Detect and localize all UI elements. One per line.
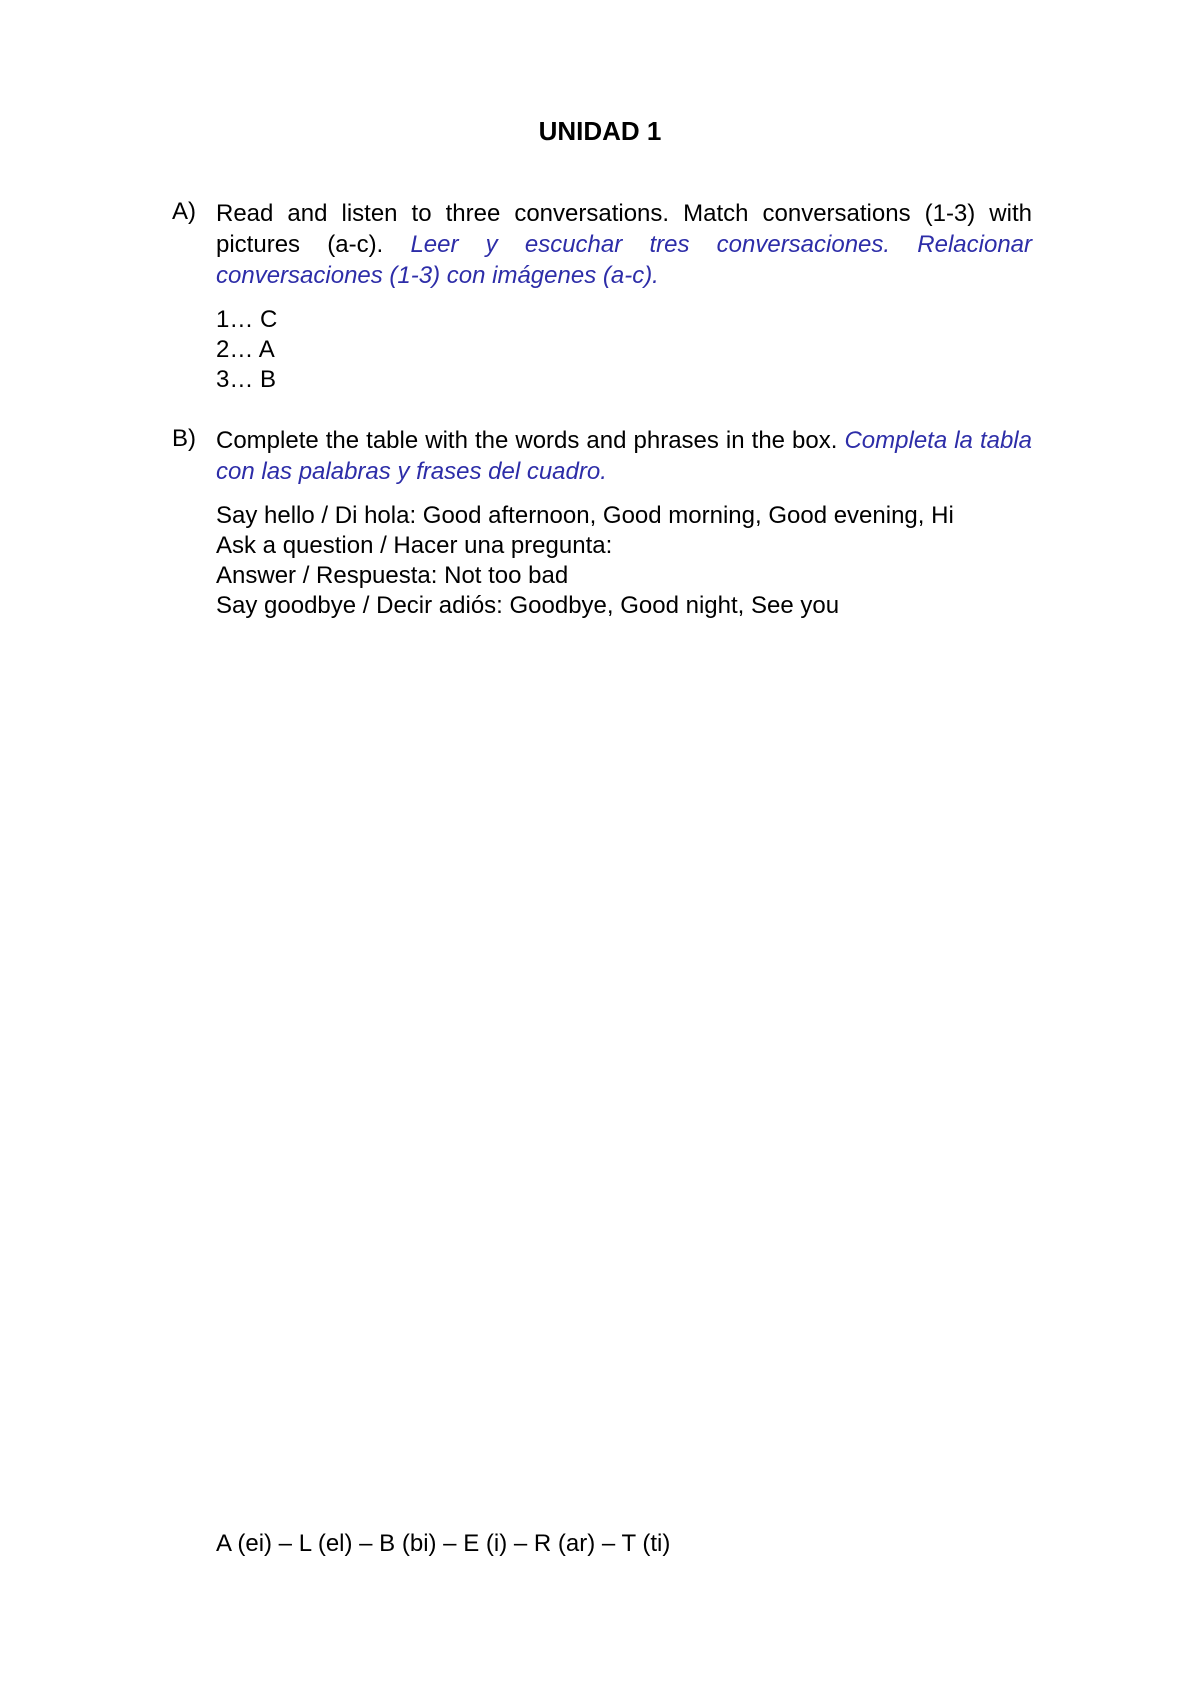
vocab-line: Answer / Respuesta: Not too bad xyxy=(216,562,569,589)
section-b-instruction-en: Complete the table with the words and phrases in the box. xyxy=(216,427,838,454)
vocab-line: Say hello / Di hola: Good afternoon, Good morning, Good evening, Hi xyxy=(216,502,954,529)
section-b-vocab-list xyxy=(216,501,1032,621)
section-a-instruction xyxy=(216,198,1032,291)
section-a-instruction-en: Read and listen to three conversations. Match conversations (1-3) with pictures (a-c). xyxy=(216,200,1032,258)
vocab-line: Say goodbye / Decir adiós: Goodbye, Good night, See you xyxy=(216,592,840,619)
section-a-marker: A) xyxy=(172,198,196,225)
page-title: UNIDAD 1 xyxy=(538,116,662,146)
section-b-instruction xyxy=(216,425,1032,487)
section-a xyxy=(172,198,1032,395)
answer-item: 1… C xyxy=(216,306,278,333)
section-b-body xyxy=(216,425,1032,621)
section-a-instruction-es: Leer y escuchar tres conversaciones. Relacionar conversaciones (1-3) con imágenes (a-c). xyxy=(216,231,1033,289)
vocab-line: Ask a question / Hacer una pregunta: xyxy=(216,532,613,559)
answer-item: 3… B xyxy=(216,366,277,393)
answer-item: 2… A xyxy=(216,336,275,363)
section-b-instruction-es: Completa la tabla con las palabras y frases del cuadro. xyxy=(216,427,1032,485)
section-a-answers xyxy=(216,305,1032,395)
section-a-body xyxy=(216,198,1032,395)
section-b-marker: B) xyxy=(172,425,196,452)
alphabet-pronunciation-line: A (ei) – L (el) – B (bi) – E (i) – R (ar) – T (ti) xyxy=(216,1530,671,1557)
section-b xyxy=(172,425,1032,621)
